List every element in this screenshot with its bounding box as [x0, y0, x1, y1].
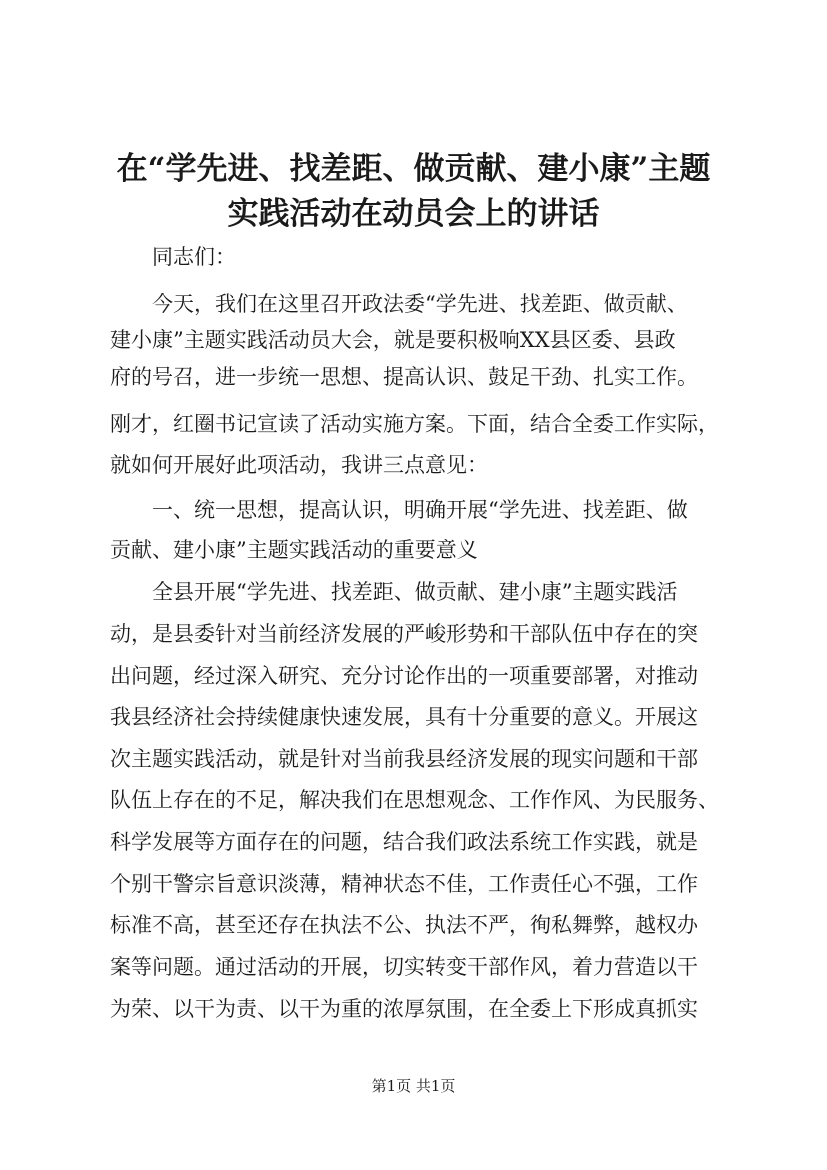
- salutation: 同志们：: [152, 245, 236, 269]
- body-line: 队伍上存在的不足，解决我们在思想观念、工作作风、为民服务、: [110, 788, 719, 812]
- body-line: 次主题实践活动，就是针对当前我县经济发展的现实问题和干部: [110, 747, 698, 771]
- body-line: 刚才，红圈书记宣读了活动实施方案。下面，结合全委工作实际，: [110, 412, 719, 436]
- document-title-line-1: 在“学先进、找差距、做贡献、建小康”主题: [116, 151, 711, 187]
- body-line: 就如何开展好此项活动，我讲三点意见：: [110, 453, 488, 477]
- body-line: 为荣、以干为责、以干为重的浓厚氛围，在全委上下形成真抓实: [110, 997, 698, 1021]
- body-line: 个别干警宗旨意识淡薄，精神状态不佳，工作责任心不强，工作: [110, 872, 698, 896]
- body-line: 我县经济社会持续健康快速发展，具有十分重要的意义。开展这: [110, 705, 698, 729]
- section-heading-line: 一、统一思想，提高认识，明确开展“学先进、找差距、做: [152, 498, 688, 522]
- body-line: 全县开展“学先进、找差距、做贡献、建小康”主题实践活: [152, 580, 678, 604]
- body-line: 标准不高，甚至还存在执法不公、执法不严，徇私舞弊，越权办: [110, 913, 698, 937]
- body-line: 今天，我们在这里召开政法委“学先进、找差距、做贡献、: [152, 292, 688, 316]
- document-title-line-2: 实践活动在动员会上的讲话: [227, 196, 600, 232]
- body-line: 出问题，经过深入研究、充分讨论作出的一项重要部署，对推动: [110, 664, 698, 688]
- body-line: 科学发展等方面存在的问题，结合我们政法系统工作实践，就是: [110, 830, 698, 854]
- body-line: 动，是县委针对当前经济发展的严峻形势和干部队伍中存在的突: [110, 622, 698, 646]
- page-footer: 第1页 共1页: [371, 1077, 456, 1095]
- body-line: 案等问题。通过活动的开展，切实转变干部作风，着力营造以干: [110, 955, 698, 979]
- section-heading-line: 贡献、建小康”主题实践活动的重要意义: [110, 538, 478, 562]
- body-line: 建小康”主题实践活动员大会，就是要积极响XX县区委、县政: [110, 328, 676, 352]
- body-line: 府的号召，进一步统一思想、提高认识、鼓足干劲、扎实工作。: [110, 365, 698, 389]
